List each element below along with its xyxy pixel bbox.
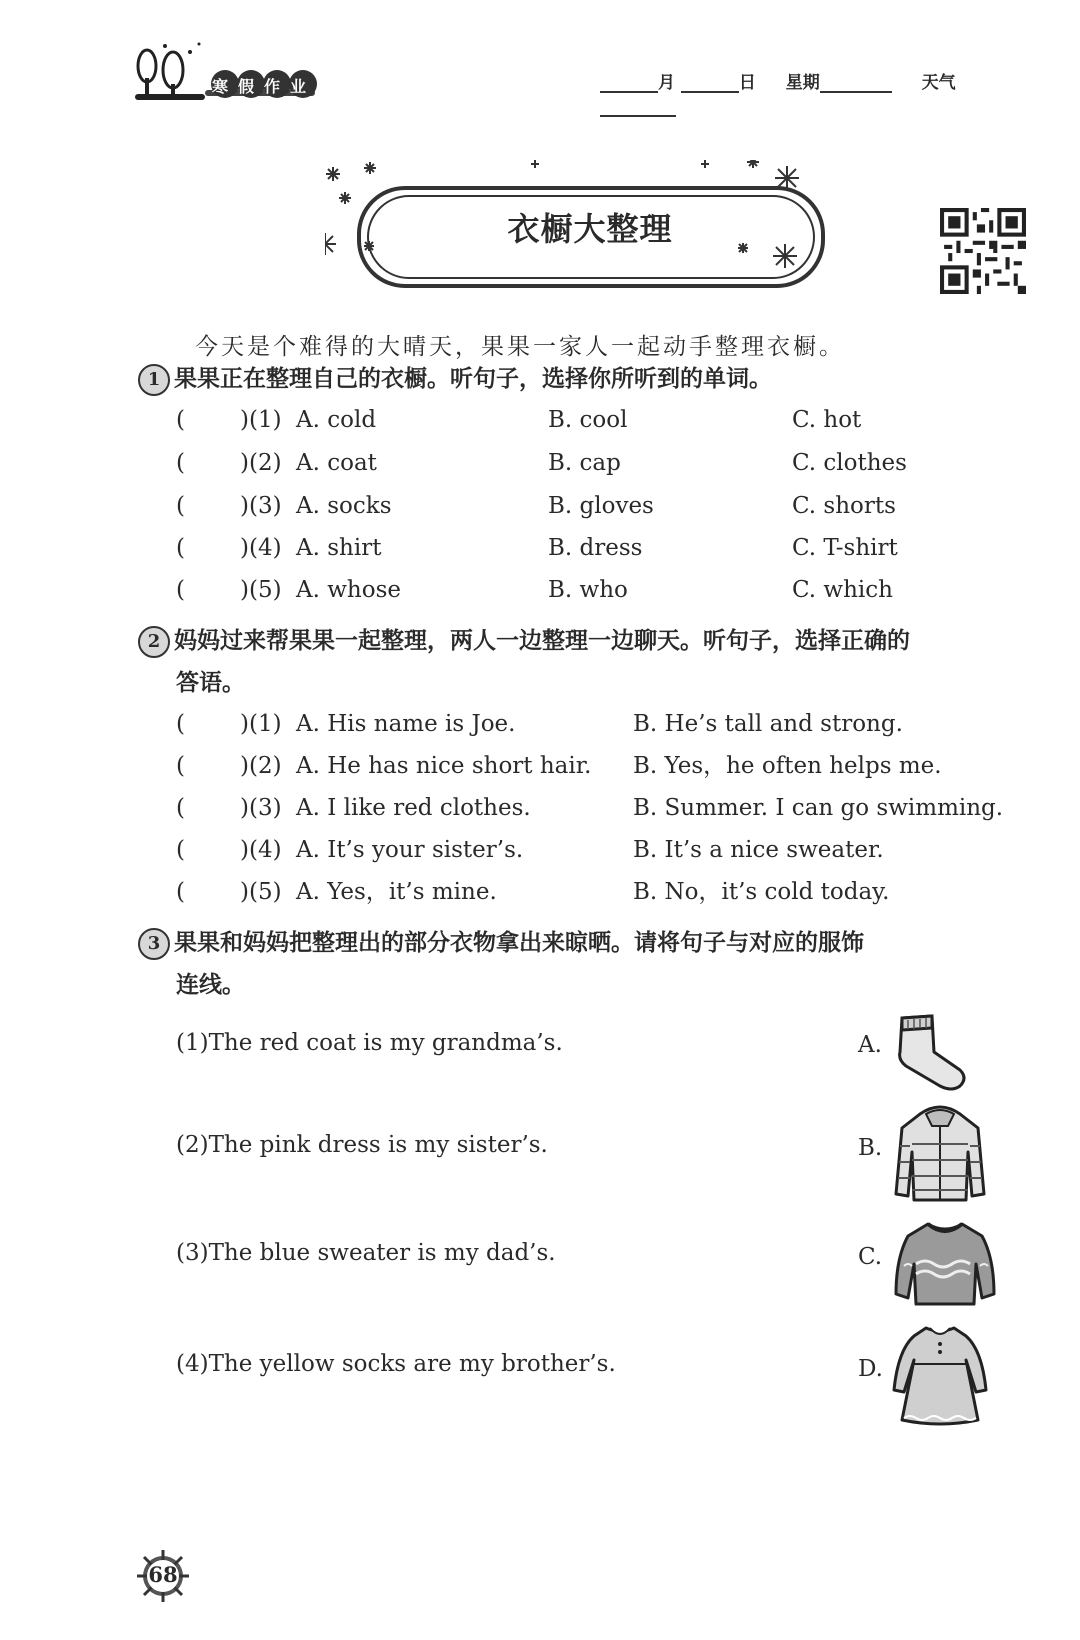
page-number: 68	[148, 1562, 178, 1587]
day-blank[interactable]	[681, 69, 739, 93]
item-number: )(3)	[240, 795, 282, 821]
option-c: C. T-shirt	[792, 535, 898, 561]
option-b: B. dress	[548, 535, 643, 561]
option-a: A. Yes，it’s mine.	[296, 879, 497, 905]
answer-paren-open[interactable]: (	[176, 837, 185, 863]
page-number-badge	[135, 1548, 191, 1604]
option-b: B. No，it’s cold today.	[633, 879, 890, 905]
response-item	[176, 746, 1056, 786]
item-number: )(1)	[240, 407, 282, 433]
item-number: )(2)	[240, 450, 282, 476]
option-b: B. cool	[548, 407, 628, 433]
listening-item	[176, 400, 1056, 440]
option-b: B. gloves	[548, 493, 654, 519]
option-a: A. coat	[296, 450, 377, 476]
section1-heading-text: 果果正在整理自己的衣橱。听句子，选择你所听到的单词。	[174, 366, 772, 392]
week-blank[interactable]	[820, 69, 892, 93]
match-sentence-1[interactable]: (1)The red coat is my grandma’s.	[176, 1030, 563, 1056]
logo-text: 寒假作业	[212, 77, 317, 96]
item-number: )(3)	[240, 493, 282, 519]
option-a: A. cold	[296, 407, 377, 433]
match-sentence-4[interactable]: (4)The yellow socks are my brother’s.	[176, 1351, 616, 1377]
option-b: B. who	[548, 577, 628, 603]
section-number-badge: 1	[138, 364, 170, 396]
option-b: B. Summer. I can go swimming.	[633, 795, 1004, 821]
section2-heading-line1: 妈妈过来帮果果一起整理，两人一边整理一边聊天。听句子，选择正确的	[174, 628, 910, 654]
qr-code-icon	[940, 208, 1026, 294]
listening-item	[176, 570, 1056, 610]
listening-item	[176, 443, 1056, 483]
item-number: )(2)	[240, 753, 282, 779]
option-b: B. It’s a nice sweater.	[633, 837, 884, 863]
picture-label-d: D.	[858, 1356, 883, 1382]
section-number-badge: 2	[138, 626, 170, 658]
answer-paren-open[interactable]: (	[176, 450, 185, 476]
option-b: B. cap	[548, 450, 621, 476]
weather-blank[interactable]	[600, 93, 676, 117]
section2-heading	[138, 620, 1038, 704]
answer-paren-open[interactable]: (	[176, 753, 185, 779]
option-a: A. shirt	[296, 535, 382, 561]
qr-code[interactable]	[940, 208, 1026, 294]
item-number: )(4)	[240, 535, 282, 561]
answer-paren-open[interactable]: (	[176, 493, 185, 519]
response-item	[176, 788, 1056, 828]
week-label: 星期	[785, 73, 820, 93]
option-a: A. whose	[296, 577, 401, 603]
section3-heading	[138, 922, 1038, 1006]
item-number: )(1)	[240, 711, 282, 737]
item-number: )(4)	[240, 837, 282, 863]
section1-heading	[138, 358, 1038, 400]
option-a: A. It’s your sister’s.	[296, 837, 524, 863]
picture-label-a: A.	[858, 1032, 882, 1058]
item-number: )(5)	[240, 879, 282, 905]
page-title: 衣橱大整理	[507, 210, 673, 248]
date-weather-line	[600, 68, 1030, 104]
option-a: A. I like red clothes.	[296, 795, 531, 821]
section3-heading-line1: 果果和妈妈把整理出的部分衣物拿出来晾晒。请将句子与对应的服饰	[174, 930, 864, 956]
listening-item	[176, 486, 1056, 526]
option-a: A. His name is Joe.	[296, 711, 516, 737]
day-label: 日	[738, 73, 756, 93]
option-c: C. which	[792, 577, 893, 603]
month-label: 月	[658, 73, 675, 93]
weather-label: 天气	[921, 73, 956, 93]
dress-icon[interactable]	[890, 1320, 990, 1428]
section3-heading-line2: 连线。	[176, 972, 245, 998]
answer-paren-open[interactable]: (	[176, 535, 185, 561]
response-item	[176, 830, 1056, 870]
option-c: C. hot	[792, 407, 862, 433]
answer-paren-open[interactable]: (	[176, 795, 185, 821]
option-b: B. Yes，he often helps me.	[633, 753, 942, 779]
month-blank[interactable]	[600, 69, 658, 93]
section2-heading-line2: 答语。	[176, 670, 245, 696]
answer-paren-open[interactable]: (	[176, 577, 185, 603]
listening-item	[176, 528, 1056, 568]
answer-paren-open[interactable]: (	[176, 407, 185, 433]
answer-paren-open[interactable]: (	[176, 711, 185, 737]
option-b: B. He’s tall and strong.	[633, 711, 903, 737]
item-number: )(5)	[240, 577, 282, 603]
answer-paren-open[interactable]: (	[176, 879, 185, 905]
option-a: A. He has nice short hair.	[296, 753, 592, 779]
intro-text: 今天是个难得的大晴天，果果一家人一起动手整理衣橱。	[195, 334, 845, 360]
picture-label-b: B.	[858, 1135, 883, 1161]
sock-icon[interactable]	[890, 1012, 970, 1094]
response-item	[176, 704, 1056, 744]
option-a: A. socks	[296, 493, 392, 519]
match-sentence-3[interactable]: (3)The blue sweater is my dad’s.	[176, 1240, 556, 1266]
section-number-badge: 3	[138, 928, 170, 960]
sweater-icon[interactable]	[890, 1218, 1000, 1310]
title-banner	[325, 160, 855, 300]
option-c: C. shorts	[792, 493, 896, 519]
coat-icon[interactable]	[890, 1100, 990, 1208]
response-item	[176, 872, 1056, 912]
option-c: C. clothes	[792, 450, 907, 476]
match-sentence-2[interactable]: (2)The pink dress is my sister’s.	[176, 1132, 548, 1158]
picture-label-c: C.	[858, 1244, 883, 1270]
header-logo	[135, 40, 325, 110]
